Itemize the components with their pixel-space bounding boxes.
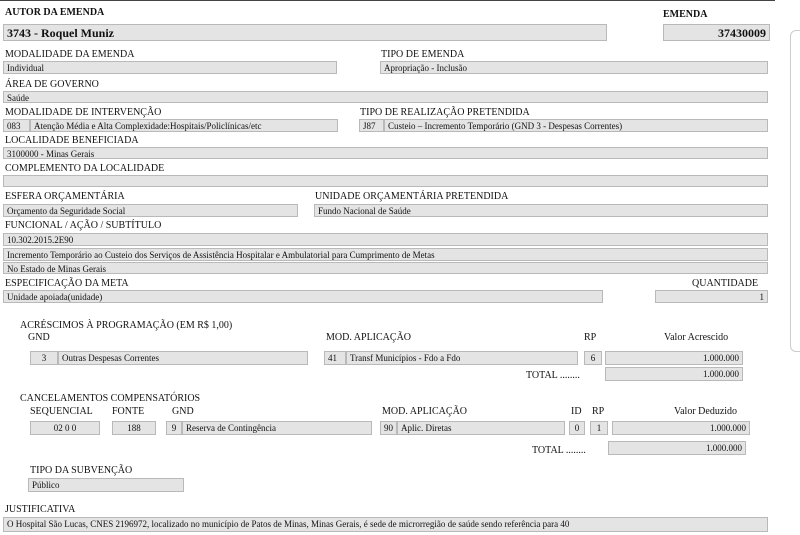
esfera-label: ESFERA ORÇAMENTÁRIA (5, 191, 125, 202)
funcional-code: 10.302.2015.2E90 (3, 233, 768, 246)
area-governo-field: Saúde (3, 91, 768, 103)
cancelamentos-seq-label: SEQUENCIAL (30, 406, 93, 417)
tipo-emenda-label: TIPO DE EMENDA (381, 49, 465, 60)
localidade-label: LOCALIDADE BENEFICIADA (5, 135, 139, 146)
acrescimos-rp: 6 (584, 351, 602, 365)
tipo-realizacao-field: Custeio – Incremento Temporário (GND 3 - Despesas Correntes) (384, 119, 768, 132)
acrescimos-title: ACRÉSCIMOS À PROGRAMAÇÃO (EM R$ 1,00) (20, 320, 233, 331)
cancelamentos-rp-label: RP (592, 406, 605, 417)
cancelamentos-gnd-desc: Reserva de Contingência (182, 421, 372, 435)
unidade-label: UNIDADE ORÇAMENTÁRIA PRETENDIDA (315, 191, 509, 202)
funcional-line1: Incremento Temporário ao Custeio dos Serviços de Assistência Hospitalar e Ambulatorial para Cumprimento de Metas (3, 248, 768, 261)
cancelamentos-fonte: 188 (112, 421, 156, 435)
acrescimos-gnd-label: GND (28, 332, 50, 343)
cancelamentos-mod-code: 90 (380, 421, 397, 435)
cancelamentos-title: CANCELAMENTOS COMPENSATÓRIOS (20, 393, 201, 404)
modalidade-intervencao-field: Atenção Média e Alta Complexidade:Hospitais/Policlínicas/etc (30, 119, 338, 132)
acrescimos-mod-code: 41 (324, 351, 346, 365)
acrescimos-mod-label: MOD. APLICAÇÃO (326, 332, 412, 343)
acrescimos-rp-label: RP (584, 332, 597, 343)
cancelamentos-gnd-code: 9 (166, 421, 182, 435)
quantidade-field: 1 (655, 290, 768, 303)
localidade-field: 3100000 - Minas Gerais (3, 147, 768, 159)
modalidade-intervencao-label: MODALIDADE DE INTERVENÇÃO (5, 107, 162, 118)
autor-value: 3743 - Roquel Muniz (3, 24, 607, 41)
cancelamentos-rp: 1 (590, 421, 608, 435)
cancelamentos-mod-label: MOD. APLICAÇÃO (382, 406, 468, 417)
cancelamentos-valor-label: Valor Deduzido (674, 406, 738, 417)
meta-label: ESPECIFICAÇÃO DA META (5, 278, 129, 289)
tipo-realizacao-label: TIPO DE REALIZAÇÃO PRETENDIDA (360, 107, 530, 118)
cancelamentos-mod-desc: Aplic. Diretas (397, 421, 565, 435)
tipo-emenda-field: Apropriação - Inclusão (380, 61, 768, 74)
justificativa-field: O Hospital São Lucas, CNES 2196972, localizado no município de Patos de Minas, Minas Gerais, é sede de microrregião de saúde sendo referência para 40 (3, 517, 768, 532)
meta-field: Unidade apoiada(unidade) (3, 290, 603, 303)
area-governo-label: ÁREA DE GOVERNO (5, 79, 99, 90)
tipo-realizacao-code: J87 (359, 119, 384, 132)
acrescimos-total-label: TOTAL ........ (526, 370, 580, 381)
justificativa-label: JUSTIFICATIVA (5, 504, 76, 515)
cancelamentos-seq: 02 0 0 (30, 421, 100, 435)
funcional-label: FUNCIONAL / AÇÃO / SUBTÍTULO (5, 220, 162, 231)
esfera-field: Orçamento da Seguridade Social (3, 204, 298, 217)
complemento-label: COMPLEMENTO DA LOCALIDADE (5, 163, 165, 174)
modalidade-emenda-label: MODALIDADE DA EMENDA (5, 49, 135, 60)
modalidade-intervencao-code: 083 (3, 119, 30, 132)
cancelamentos-valor: 1.000.000 (612, 421, 750, 435)
acrescimos-mod-desc: Transf Municípios - Fdo a Fdo (346, 351, 578, 365)
emenda-label: EMENDA (663, 9, 708, 20)
subvencao-field: Público (28, 478, 184, 492)
quantidade-label: QUANTIDADE (692, 278, 759, 289)
cancelamentos-fonte-label: FONTE (112, 406, 145, 417)
cancelamentos-id-label: ID (571, 406, 582, 417)
cancelamentos-total-label: TOTAL ........ (532, 445, 586, 456)
modalidade-emenda-field: Individual (3, 61, 337, 74)
acrescimos-valor-label: Valor Acrescido (664, 332, 729, 343)
subvencao-label: TIPO DA SUBVENÇÃO (30, 465, 133, 476)
cancelamentos-total-value: 1.000.000 (608, 441, 746, 455)
funcional-line2: No Estado de Minas Gerais (3, 262, 768, 274)
side-panel-edge (790, 30, 800, 352)
unidade-field: Fundo Nacional de Saúde (314, 204, 768, 217)
acrescimos-valor: 1.000.000 (605, 351, 743, 365)
cancelamentos-gnd-label: GND (172, 406, 194, 417)
emenda-value: 37430009 (663, 24, 770, 41)
complemento-field (3, 175, 768, 187)
autor-label: AUTOR DA EMENDA (5, 7, 105, 18)
acrescimos-total-value: 1.000.000 (605, 367, 743, 381)
cancelamentos-id: 0 (569, 421, 585, 435)
acrescimos-gnd-desc: Outras Despesas Correntes (58, 351, 308, 365)
acrescimos-gnd-code: 3 (30, 351, 58, 365)
